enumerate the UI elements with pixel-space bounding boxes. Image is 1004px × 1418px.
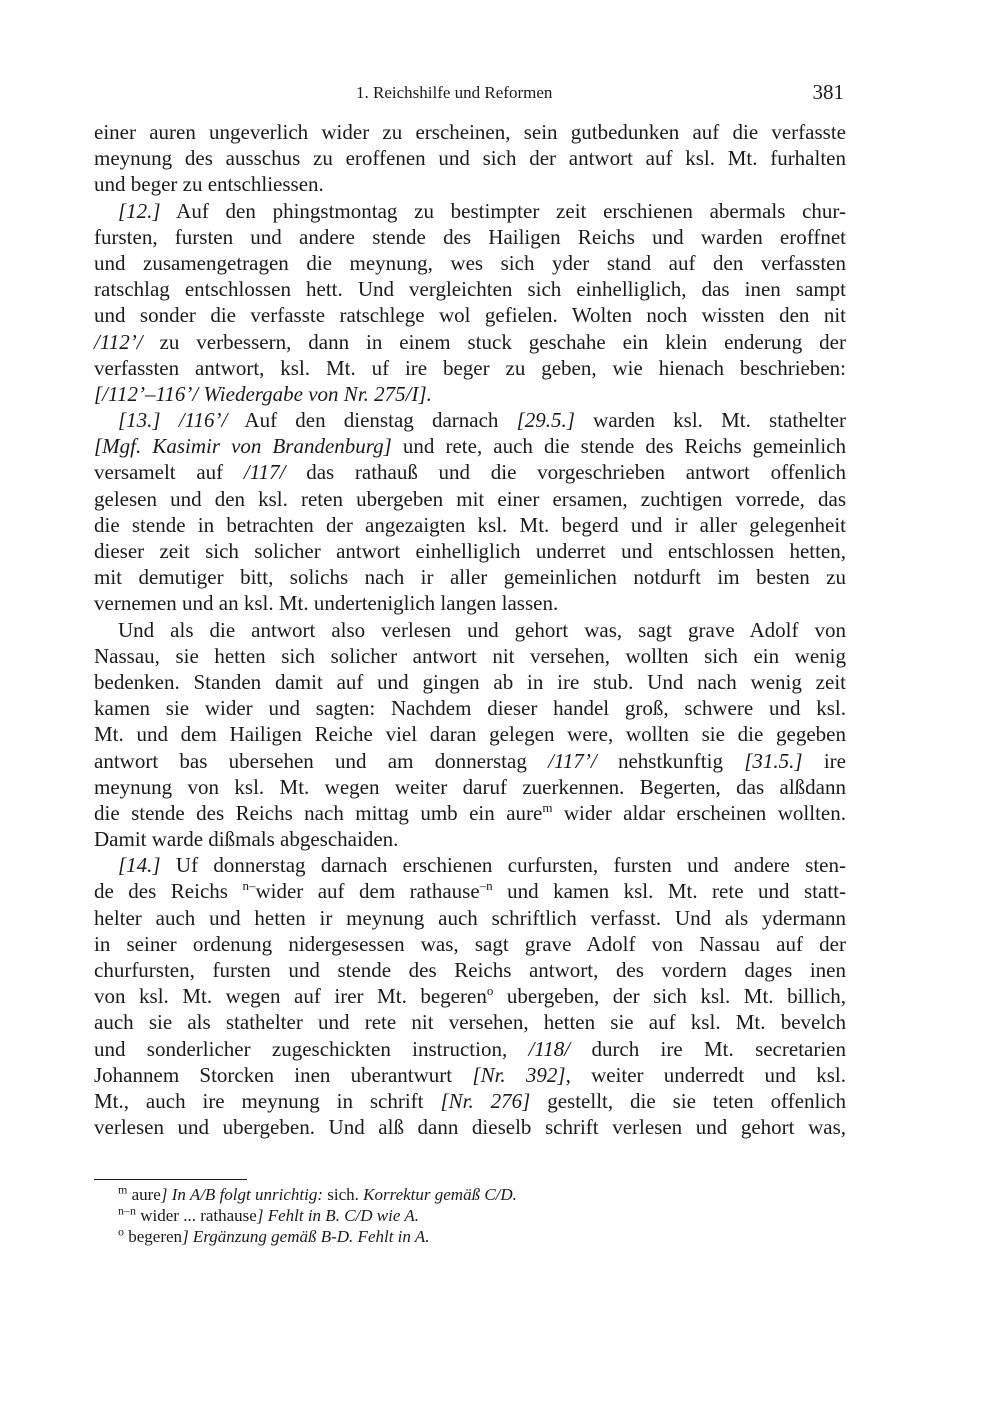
text-run: ubergeben, der sich ksl. Mt. billich, <box>493 984 846 1009</box>
text-line: und beger zu entschliessen. <box>94 172 324 197</box>
folio-marker: /117’/ <box>548 748 597 773</box>
text-line: die stende in betrachten der angezaigten ksl. Mt. begerd und ir aller gelegenheit <box>94 512 846 537</box>
text-run: und rete, auch die stende des Reichs gemeinlich <box>391 434 846 459</box>
text-line: einer auren ungeverlich wider zu erscheinen, sein gutbedunken auf die verfasste <box>94 120 846 144</box>
text-line: Und als die antwort also verlesen und gehort was, sagt grave Adolf von <box>118 617 846 642</box>
text-line: bedenken. Standen damit auf und gingen ab in ire stub. Und nach wenig zeit <box>94 669 846 694</box>
footnote-mark: –n <box>479 878 493 894</box>
text-run: die stende des Reichs nach mittag umb ein aure <box>94 800 543 825</box>
text-line <box>94 459 846 485</box>
document-reference: [Nr. 392] <box>472 1062 566 1087</box>
text-line: meynung von ksl. Mt. wegen weiter daruf zuerkennen. Begerten, das alßdann <box>94 774 846 799</box>
text-line: in seiner ordenung nidergesessen was, sagt grave Adolf von Nassau auf der <box>94 931 846 956</box>
text-line: verlesen und ubergeben. Und alß dann dieselb schrift verlesen und gehort was, <box>94 1115 846 1140</box>
text-line: mit demutiger bitt, solichs nach ir aller gemeinlichen notdurft im besten zu <box>94 565 846 590</box>
text-run: Auf den dienstag darnach <box>227 408 517 433</box>
text-line <box>94 983 846 1009</box>
text-line: gelesen und den ksl. reten ubergeben mit einer ersamen, zuchtigen vorrede, das <box>94 486 846 511</box>
footnote-lemma: wider ... rathause <box>136 1206 257 1225</box>
text-line <box>94 433 846 459</box>
text-line: meynung des ausschus zu eroffenen und sich der antwort auf ksl. Mt. furhalten <box>94 146 846 171</box>
text-line: verfassten antwort, ksl. Mt. uf ire beger zu geben, wie hienach beschrieben: <box>94 355 846 380</box>
text-line: ratschlag entschlossen hett. Und vergleichten sich einhelliglich, das inen sampt <box>94 277 846 302</box>
text-run: Auf den phingstmontag zu bestimpter zeit erschienen abermals chur- <box>160 198 846 223</box>
document-reference: [Nr. 276] <box>440 1088 531 1113</box>
text-line: Mt. und dem Hailigen Reiche viel daran gelegen were, wollten sie die gegeben <box>94 722 846 747</box>
text-run: antwort bas ubersehen und am donnerstag <box>94 748 549 773</box>
text-line: und zusamengetragen die meynung, wes sich yder stand auf den verfassten <box>94 250 846 275</box>
text-run: Uf donnerstag darnach erschienen curfursten, fursten und andere sten- <box>160 853 846 878</box>
text-line <box>94 1062 846 1088</box>
text-line: kamen sie wider und sagten: Nachdem dieser handel groß, schwere und ksl. <box>94 696 846 721</box>
text-line: dieser zeit sich solicher antwort einhelliglich underret und entschlossen hetten, <box>94 539 846 563</box>
date-annotation: [29.5.] <box>516 408 575 433</box>
page-number: 381 <box>812 80 844 104</box>
date-annotation: [31.5.] <box>744 748 803 773</box>
editorial-note-line: [/112’–116’/ Wiedergabe von Nr. 275/I]. <box>94 381 432 406</box>
footnote-comment: ] Ergänzung gemäß B-D. Fehlt in A. <box>182 1227 430 1246</box>
footnote-mark: m <box>118 1182 128 1197</box>
text-run: Mt., auch ire meynung in schrift <box>94 1088 441 1113</box>
text-run: zu verbessern, dann in einem stuck geschahe ein klein enderung der <box>142 329 846 354</box>
section-number: [14.] <box>118 853 161 878</box>
footnote <box>94 1205 846 1226</box>
text-line: vernemen und an ksl. Mt. underteniglich langen lassen. <box>94 591 559 616</box>
footnote-mark: n– <box>242 878 256 894</box>
text-run: , weiter underredt und ksl. <box>565 1062 846 1087</box>
running-header <box>94 80 846 110</box>
footnote-mark: m <box>542 799 553 815</box>
text-line <box>94 878 846 904</box>
footnote-text: sich. <box>327 1185 364 1204</box>
text-run: das rathauß und die vorgeschrieben antwort offenlich <box>285 460 846 485</box>
editorial-annotation: [Mgf. Kasimir von Brandenburg] <box>94 434 392 459</box>
text-run: durch ire Mt. secretarien <box>570 1036 846 1061</box>
text-run: gestellt, die sie teten offenlich <box>530 1088 847 1113</box>
text-line: fursten, fursten und andere stende des Hailigen Reichs und warden eroffnet <box>94 224 846 249</box>
text-line <box>94 800 846 826</box>
footnote-mark: o <box>118 1224 124 1239</box>
footnote-divider <box>94 1179 247 1180</box>
text-run: Johannem Storcken inen uberantwurt <box>94 1062 473 1087</box>
text-line: auch sie als stathelter und rete nit versehen, hetten sie auf ksl. Mt. bevelch <box>94 1010 846 1035</box>
text-run: und sonderlicher zugeschickten instruction, <box>94 1036 529 1061</box>
footnotes <box>94 1184 846 1247</box>
body-text <box>94 119 846 1140</box>
text-line: churfursten, fursten und stende des Reichs antwort, des vordern dages inen <box>94 958 846 982</box>
text-line <box>94 852 846 878</box>
text-line: Nassau, sie hetten sich solicher antwort nit versehen, wollten sich ein wenig <box>94 643 846 668</box>
text-line: und sonder die verfasste ratschlege wol gefielen. Wolten noch wissten den nit <box>94 303 846 328</box>
text-line <box>94 1088 846 1114</box>
section-number: [12.] <box>118 198 161 223</box>
folio-marker: /117/ <box>243 460 286 485</box>
text-run: nehstkunftig <box>596 748 745 773</box>
footnote <box>94 1226 846 1247</box>
text-line <box>94 1036 846 1062</box>
text-run: wider aldar erscheinen wollten. <box>552 800 846 825</box>
footnote-lemma: begeren <box>124 1227 183 1246</box>
text-run: warden ksl. Mt. stathelter <box>574 408 847 433</box>
footnote <box>94 1184 846 1205</box>
text-run: ire <box>802 748 846 773</box>
text-line: Damit warde dißmals abgeschaiden. <box>94 827 399 852</box>
footnote-comment: ] Fehlt in B. C/D wie A. <box>256 1206 419 1225</box>
footnote-comment: ] In A/B folgt unrichtig: <box>160 1185 328 1204</box>
footnote-mark: n–n <box>118 1203 136 1218</box>
folio-marker: /112’/ <box>94 329 143 354</box>
text-line <box>94 198 846 224</box>
footnote-comment: Korrektur gemäß C/D. <box>363 1185 517 1204</box>
text-line <box>94 407 846 433</box>
text-run: von ksl. Mt. wegen auf irer Mt. begeren <box>94 984 487 1009</box>
text-run: und kamen ksl. Mt. rete und statt- <box>492 879 846 904</box>
folio-marker: /118/ <box>528 1036 571 1061</box>
text-run: versamelt auf <box>94 460 244 485</box>
section-number: [13.] /116’/ <box>118 408 228 433</box>
footnote-lemma: aure <box>127 1185 161 1204</box>
text-run: wider auf dem rathause <box>255 879 480 904</box>
text-line <box>94 329 846 355</box>
running-header-title: 1. Reichshilfe und Reformen <box>356 83 553 102</box>
text-line <box>94 748 846 774</box>
text-line: helter auch und hetten ir meynung auch schriftlich verfasst. Und als ydermann <box>94 905 846 930</box>
text-run: de des Reichs <box>94 879 243 904</box>
footnote-mark: o <box>486 983 494 999</box>
